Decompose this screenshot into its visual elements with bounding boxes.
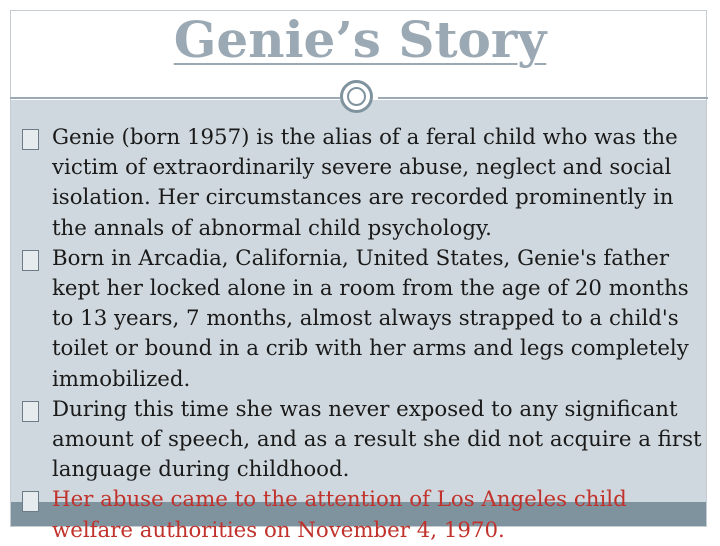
bullet-item [22, 244, 702, 395]
bullet-text: Her abuse came to the attention of Los Angeles child welfare authorities on November 4, 1970. [52, 487, 627, 543]
bullet-text: Born in Arcadia, California, United States, Genie's father kept her locked alone in a room from the age of 20 months to 13 years, 7 months, almost always strapped to a child's toilet or bound in a crib with her arms and legs completely immobilized. [52, 245, 689, 392]
title-divider-left [10, 97, 340, 99]
hollow-square-bullet-icon [22, 401, 39, 422]
slide-title: Genie’s Story [173, 10, 547, 69]
hollow-square-bullet-icon [22, 129, 39, 150]
bullet-item [22, 123, 702, 244]
ring-inner [347, 87, 366, 106]
hollow-square-bullet-icon [22, 250, 39, 271]
bullet-list [22, 123, 702, 546]
title-divider-right [378, 97, 708, 99]
bullet-item [22, 395, 702, 486]
bullet-text: During this time she was never exposed to any significant amount of speech, and as a result she did not acquire a first language during childhood. [52, 396, 702, 483]
hollow-square-bullet-icon [22, 491, 39, 512]
bullet-item-highlighted [22, 485, 702, 545]
bullet-text: Genie (born 1957) is the alias of a feral child who was the victim of extraordinarily severe abuse, neglect and social isolation. Her circumstances are recorded prominently in the annals of abnormal child psychology. [52, 125, 678, 241]
double-ring-icon [340, 80, 373, 113]
